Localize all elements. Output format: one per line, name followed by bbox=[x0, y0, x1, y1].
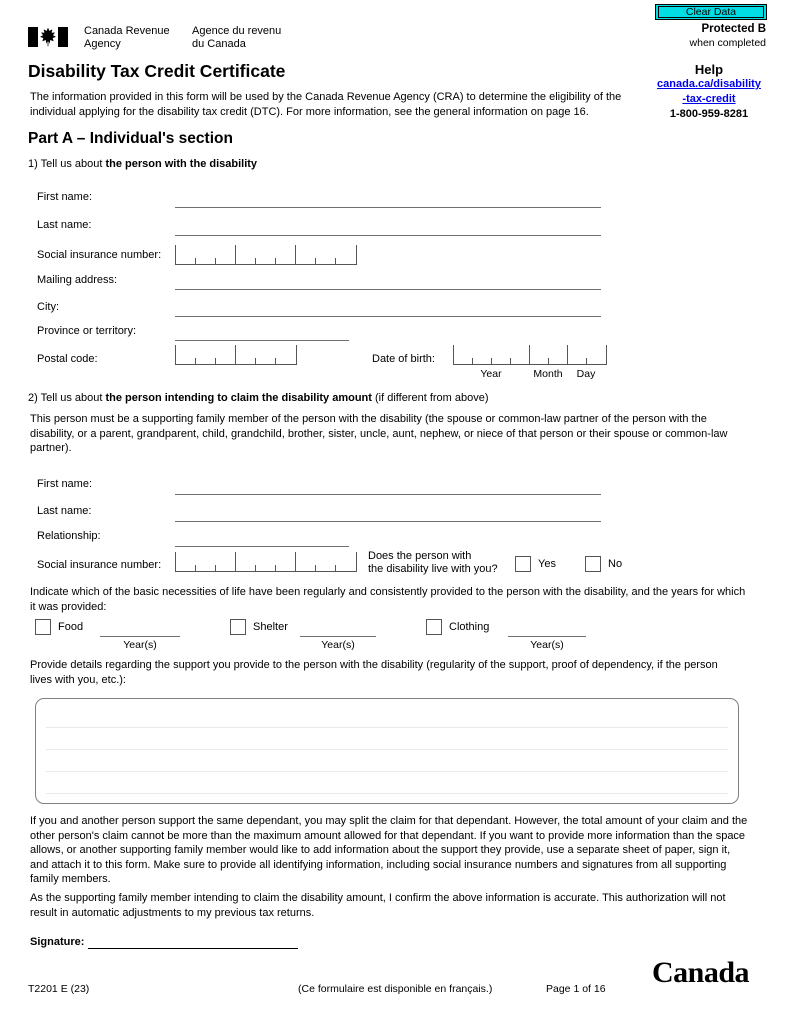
support-details-textarea[interactable] bbox=[35, 698, 739, 804]
live-with-you-yes-checkbox[interactable] bbox=[515, 556, 531, 572]
dept-name-fr bbox=[192, 25, 281, 50]
question-1-label: 1) Tell us about the person with the disability bbox=[28, 158, 258, 170]
s2-last-name-label: Last name: bbox=[37, 505, 92, 517]
protected-b-label: Protected B bbox=[701, 23, 766, 35]
s1-last-name-label: Last name: bbox=[37, 219, 92, 231]
s1-dob-month-label: Month bbox=[533, 368, 563, 380]
s1-postal-code-input[interactable] bbox=[175, 345, 297, 365]
ruled-line bbox=[46, 749, 728, 750]
form-number: T2201 E (23) bbox=[28, 983, 90, 995]
s2-relationship-label: Relationship: bbox=[37, 530, 101, 542]
help-block bbox=[639, 62, 779, 122]
canada-flag-icon bbox=[28, 27, 68, 47]
clothing-years-label: Year(s) bbox=[530, 639, 564, 651]
food-years-label: Year(s) bbox=[123, 639, 157, 651]
s1-dob-input[interactable] bbox=[453, 345, 607, 365]
ruled-line bbox=[46, 771, 728, 772]
live-with-you-no-checkbox[interactable] bbox=[585, 556, 601, 572]
shelter-label: Shelter bbox=[253, 621, 288, 633]
help-link-line1[interactable]: canada.ca/disability bbox=[657, 78, 761, 90]
necessities-intro: Indicate which of the basic necessities of life have been regularly and consistently provided to the person with the disability, and the years for which it was provided: bbox=[30, 586, 746, 613]
supporting-member-note: This person must be a supporting family member of the person with the disability (the spouse or common-law partner of the person with the disability, or a parent, grandparent, child, grandchild, brother, sister, uncle, aunt, nephew, or niece of that person or their spouse or common-law partner). bbox=[30, 413, 728, 455]
dept-name-en bbox=[84, 25, 170, 50]
s1-province-input[interactable] bbox=[175, 326, 349, 341]
ruled-line bbox=[46, 727, 728, 728]
clear-data-button-label: Clear Data bbox=[658, 6, 764, 18]
french-availability-note: (Ce formulaire est disponible en français.) bbox=[298, 983, 493, 995]
s1-dob-label: Date of birth: bbox=[372, 353, 435, 365]
clothing-checkbox[interactable] bbox=[426, 619, 442, 635]
shelter-years-input[interactable] bbox=[300, 622, 376, 637]
page-number: Page 1 of 16 bbox=[546, 983, 606, 995]
s1-first-name-input[interactable] bbox=[175, 193, 601, 208]
live-with-you-yes-label: Yes bbox=[538, 558, 556, 570]
s2-last-name-input[interactable] bbox=[175, 507, 601, 522]
details-prompt: Provide details regarding the support you provide to the person with the disability (regularity of the support, proof of dependency, if the person lives with you, etc.): bbox=[30, 659, 718, 686]
dept-name-en-line1: Canada Revenue bbox=[84, 25, 170, 37]
s1-province-label: Province or territory: bbox=[37, 325, 137, 337]
ruled-line bbox=[46, 793, 728, 794]
dept-name-fr-line2: du Canada bbox=[192, 37, 246, 50]
s2-first-name-input[interactable] bbox=[175, 480, 601, 495]
clear-data-button[interactable] bbox=[655, 4, 767, 20]
food-label: Food bbox=[58, 621, 84, 633]
dept-name-en-line2: Agency bbox=[84, 37, 121, 50]
s1-last-name-input[interactable] bbox=[175, 221, 601, 236]
s1-dob-day-label: Day bbox=[576, 368, 596, 380]
live-with-you-question: Does the person with the disability live with you? bbox=[368, 550, 498, 575]
help-title: Help bbox=[694, 62, 724, 77]
s1-postal-code-label: Postal code: bbox=[37, 353, 98, 365]
live-with-you-no-label: No bbox=[608, 558, 623, 570]
shelter-years-label: Year(s) bbox=[321, 639, 355, 651]
clothing-years-input[interactable] bbox=[508, 622, 586, 637]
clothing-label: Clothing bbox=[449, 621, 490, 633]
help-phone: 1-800-959-8281 bbox=[669, 108, 749, 120]
signature-input[interactable] bbox=[88, 934, 298, 949]
canada-wordmark: Canada bbox=[652, 956, 750, 989]
s1-first-name-label: First name: bbox=[37, 191, 93, 203]
s2-sin-input[interactable] bbox=[175, 552, 357, 572]
signature-label: Signature: bbox=[30, 936, 85, 948]
s1-sin-label: Social insurance number: bbox=[37, 249, 162, 261]
s1-sin-input[interactable] bbox=[175, 245, 357, 265]
question-2-label: 2) Tell us about the person intending to claim the disability amount (if different from above) bbox=[28, 392, 489, 404]
part-a-heading: Part A – Individual's section bbox=[28, 130, 233, 147]
food-checkbox[interactable] bbox=[35, 619, 51, 635]
protected-b-subtext: when completed bbox=[689, 37, 766, 49]
s1-city-label: City: bbox=[37, 301, 59, 313]
intro-text: The information provided in this form will be used by the Canada Revenue Agency (CRA) to determine the eligibility of the individual applying for the disability tax credit (DTC). For more information, see the general information on page 16. bbox=[30, 91, 622, 118]
food-years-input[interactable] bbox=[100, 622, 180, 637]
split-claim-note: If you and another person support the same dependant, you may split the claim for that dependant. However, the total amount of your claim and the other person's claim cannot be more than the maximum amount allowed for that dependant. If you want to provide more information than the space allows, or another supporting family member would like to add information about the support they provide, use a separate sheet of paper, sign it, and attach it to this form. Make sure to provide all identifying information, including social insurance numbers and signatures from all supporting family members. bbox=[30, 815, 748, 886]
s1-mailing-address-input[interactable] bbox=[175, 275, 601, 290]
s2-sin-label: Social insurance number: bbox=[37, 559, 162, 571]
dept-name-fr-line1: Agence du revenu bbox=[192, 25, 282, 37]
confirmation-note: As the supporting family member intending to claim the disability amount, I confirm the above information is accurate. This authorization will not result in automatic adjustments to my previous tax returns. bbox=[30, 892, 726, 919]
help-link-line2[interactable]: -tax-credit bbox=[682, 93, 736, 105]
page-title: Disability Tax Credit Certificate bbox=[28, 61, 286, 81]
s1-mailing-address-label: Mailing address: bbox=[37, 274, 118, 286]
shelter-checkbox[interactable] bbox=[230, 619, 246, 635]
s2-first-name-label: First name: bbox=[37, 478, 93, 490]
s1-city-input[interactable] bbox=[175, 302, 601, 317]
s2-relationship-input[interactable] bbox=[175, 532, 349, 547]
s1-dob-year-label: Year bbox=[480, 368, 502, 380]
